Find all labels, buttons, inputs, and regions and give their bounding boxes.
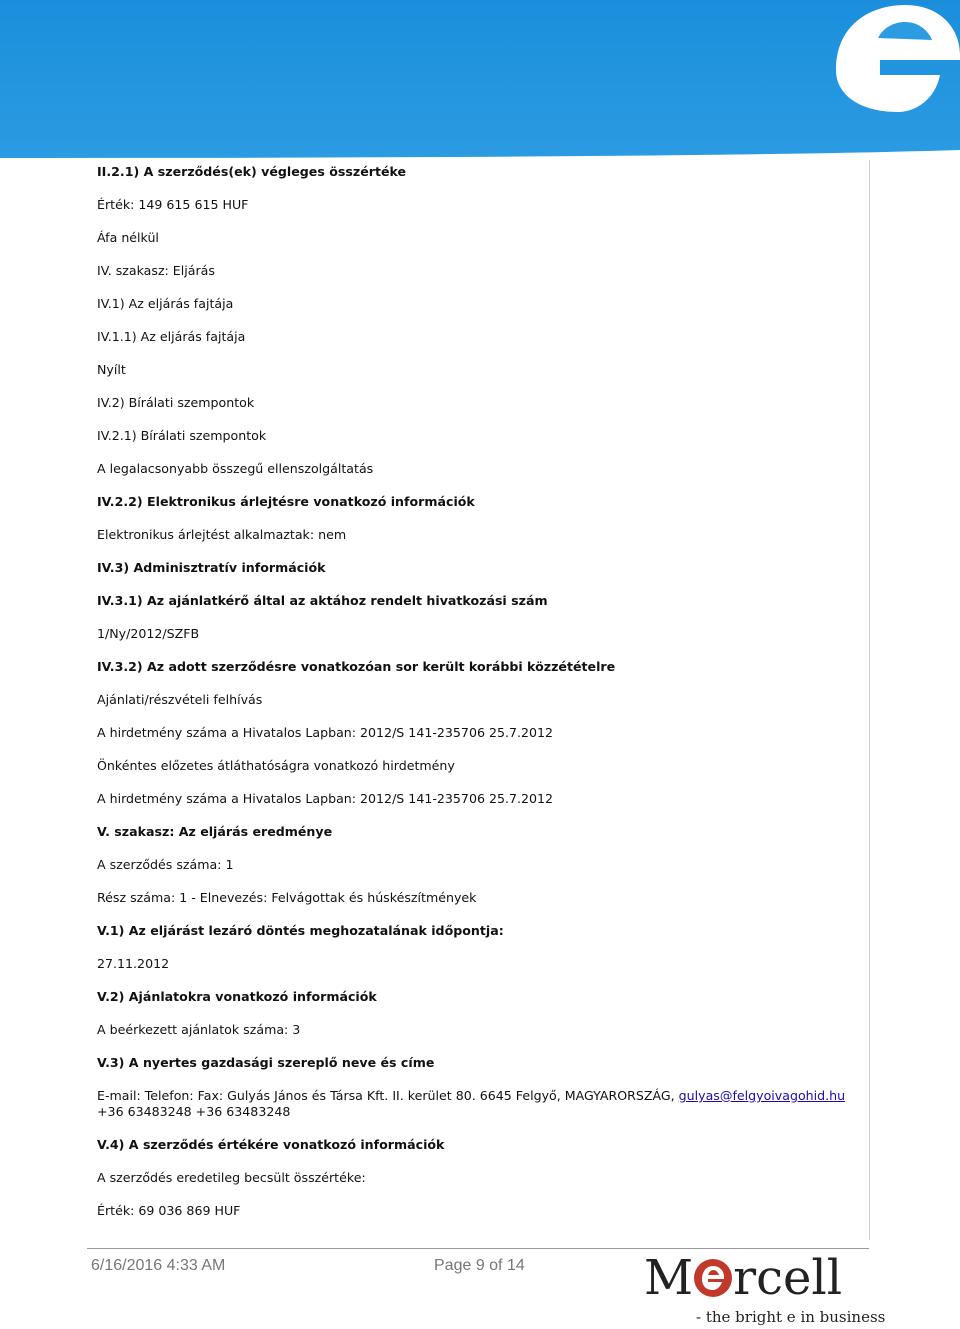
document-line: IV.1.1) Az eljárás fajtája (97, 329, 246, 344)
header-band (0, 0, 960, 160)
document-line: A legalacsonyabb összegű ellenszolgáltatás (97, 461, 374, 476)
winner-contact-paragraph (97, 1088, 847, 1120)
marcell-logo (644, 1250, 886, 1327)
document-line: IV. szakasz: Eljárás (97, 263, 215, 278)
document-line: 1/Ny/2012/SZFB (97, 626, 200, 641)
document-line: IV.3.2) Az adott szerződésre vonatkozóan sor került korábbi közzétételre (97, 659, 616, 674)
document-line: Nyílt (97, 362, 126, 377)
document-line: Áfa nélkül (97, 230, 159, 245)
document-line: IV.3) Adminisztratív információk (97, 560, 326, 575)
document-line: Elektronikus árlejtést alkalmaztak: nem (97, 527, 347, 542)
document-line: 27.11.2012 (97, 956, 170, 971)
contact-text: E-mail: Telefon: Fax: Gulyás János és Társa Kft. II. kerület 80. 6645 Felgyő, MAGYARORSZÁG, (97, 1088, 679, 1103)
e-circle-icon (693, 1258, 733, 1298)
logo-text-start: M (644, 1250, 694, 1306)
logo-text-end: rcell (733, 1250, 843, 1306)
footer-divider (87, 1248, 869, 1249)
contact-phone-text: +36 63483248 +36 63483248 (97, 1104, 291, 1119)
document-line: IV.2.2) Elektronikus árlejtésre vonatkozó információk (97, 494, 475, 509)
footer-page-number: Page 9 of 14 (434, 1257, 525, 1274)
document-line: A beérkezett ajánlatok száma: 3 (97, 1022, 301, 1037)
document-line: IV.2) Bírálati szempontok (97, 395, 255, 410)
logo-wordmark (644, 1252, 842, 1304)
document-line: V.1) Az eljárást lezáró döntés meghozatalának időpontja: (97, 923, 504, 938)
logo-tagline: - the bright e in business (696, 1308, 886, 1326)
document-line: Rész száma: 1 - Elnevezés: Felvágottak és húskészítmények (97, 890, 477, 905)
document-line: Érték: 69 036 869 HUF (97, 1203, 241, 1218)
document-line: V.2) Ajánlatokra vonatkozó információk (97, 989, 377, 1004)
document-line: Ajánlati/részvételi felhívás (97, 692, 263, 707)
document-line: Érték: 149 615 615 HUF (97, 197, 249, 212)
document-line: Önkéntes előzetes átláthatóságra vonatkozó hirdetmény (97, 758, 455, 773)
document-line: II.2.1) A szerződés(ek) végleges összértéke (97, 164, 407, 179)
header-background (0, 0, 960, 160)
document-line: IV.2.1) Bírálati szempontok (97, 428, 267, 443)
document-line: V.4) A szerződés értékére vonatkozó információk (97, 1137, 445, 1152)
document-line: IV.1) Az eljárás fajtája (97, 296, 234, 311)
document-line: A hirdetmény száma a Hivatalos Lapban: 2012/S 141-235706 25.7.2012 (97, 725, 554, 740)
document-line: A szerződés száma: 1 (97, 857, 234, 872)
document-line: A szerződés eredetileg becsült összértéke: (97, 1170, 366, 1185)
contact-email-link[interactable]: gulyas@felgyoivagohid.hu (678, 1088, 846, 1103)
document-line: V. szakasz: Az eljárás eredménye (97, 824, 333, 839)
document-line: V.3) A nyertes gazdasági szereplő neve és címe (97, 1055, 435, 1070)
footer-datetime: 6/16/2016 4:33 AM (91, 1257, 226, 1274)
document-line: A hirdetmény száma a Hivatalos Lapban: 2012/S 141-235706 25.7.2012 (97, 791, 554, 806)
document-line: IV.3.1) Az ajánlatkérő által az aktához rendelt hivatkozási szám (97, 593, 548, 608)
